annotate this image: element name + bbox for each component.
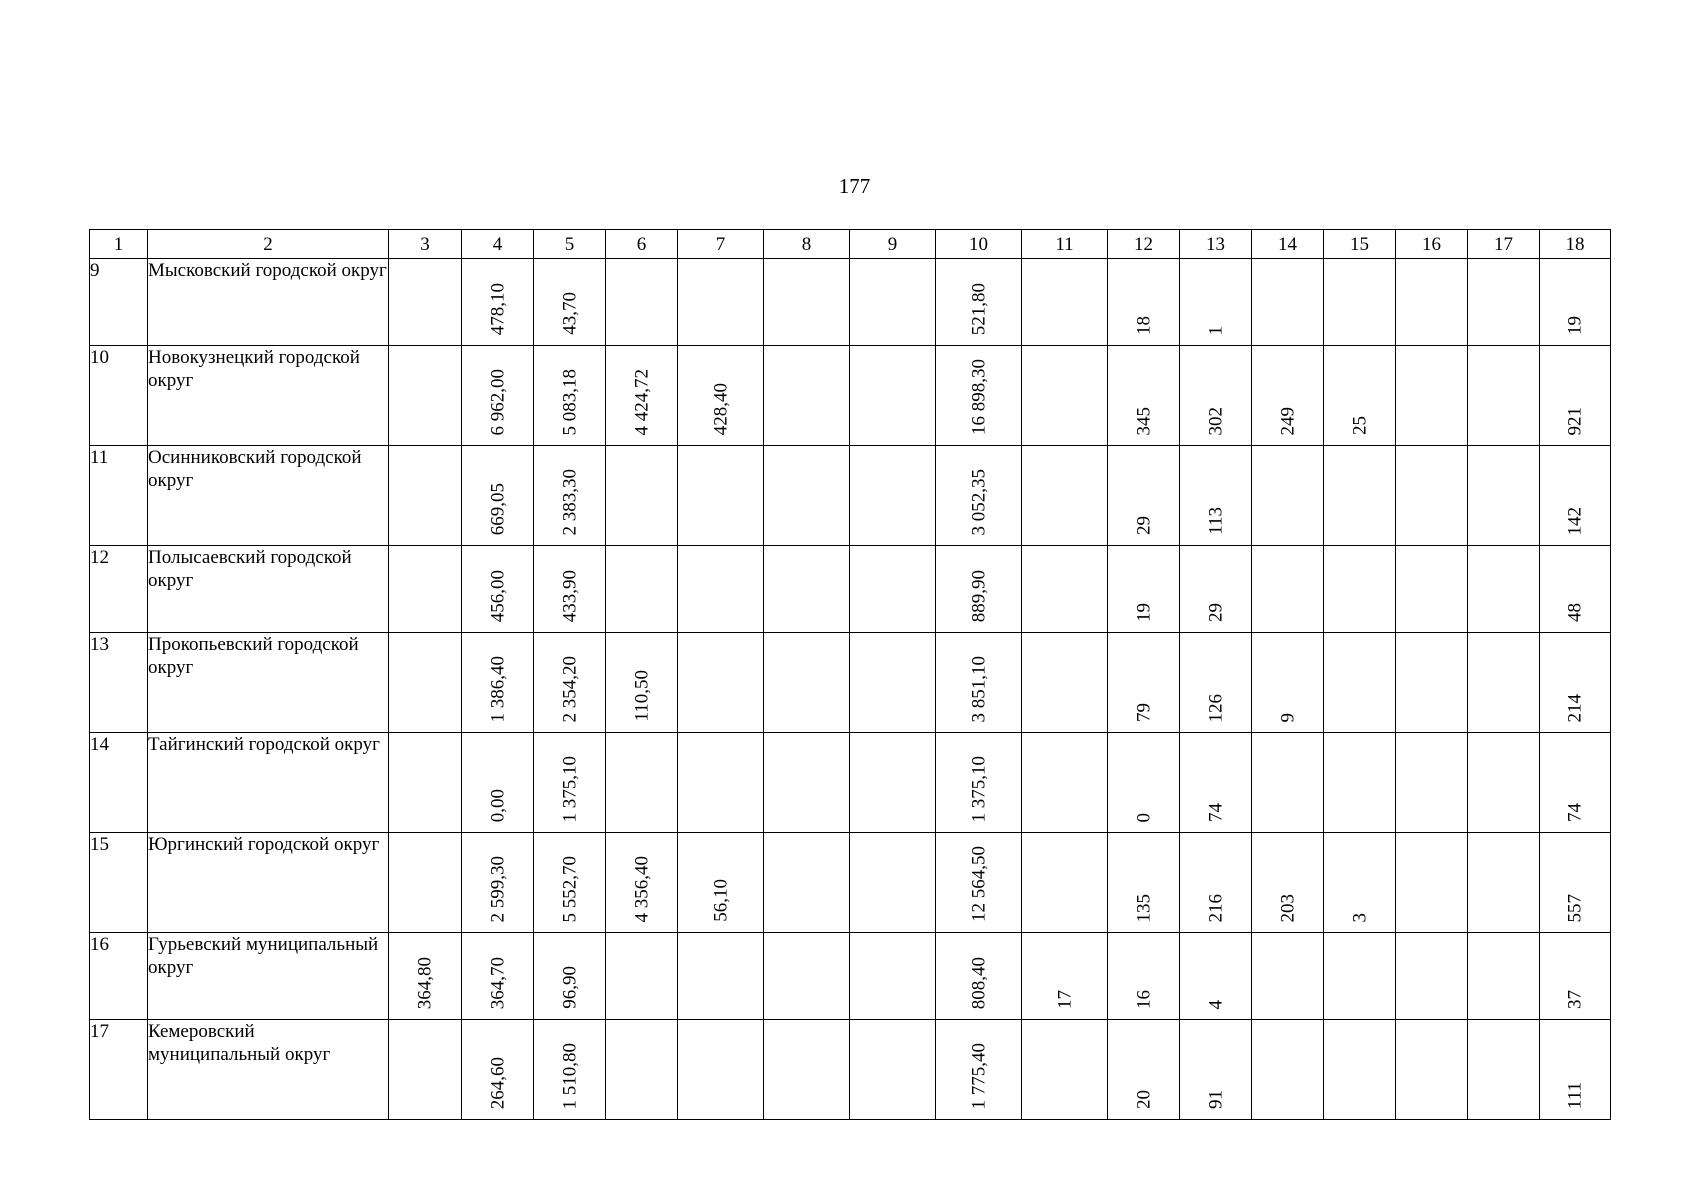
municipality-name: Новокузнецкий городской округ (148, 346, 389, 446)
cell-value: 1 510,80 (559, 1042, 580, 1109)
cell-col-17 (1468, 633, 1540, 733)
table-row (90, 733, 1611, 833)
cell-col-18 (1540, 446, 1611, 546)
cell-col-13 (1180, 933, 1252, 1020)
cell-value: 6 962,00 (487, 368, 508, 435)
cell-col-4 (462, 633, 534, 733)
cell-col-8 (764, 733, 850, 833)
cell-col-17 (1468, 259, 1540, 346)
cell-col-18 (1540, 633, 1611, 733)
cell-value: 111 (1564, 1081, 1586, 1109)
cell-col-9 (850, 833, 936, 933)
cell-value: 557 (1564, 893, 1586, 922)
municipality-name: Прокопьевский городской округ (148, 633, 389, 733)
cell-col-10 (936, 446, 1022, 546)
municipality-name: Осинниковский городской округ (148, 446, 389, 546)
cell-value: 1 775,40 (968, 1042, 989, 1109)
cell-col-17 (1468, 546, 1540, 633)
table-body (90, 259, 1611, 1120)
cell-col-4 (462, 546, 534, 633)
cell-col-16 (1396, 933, 1468, 1020)
cell-col-12 (1108, 733, 1180, 833)
cell-col-4 (462, 346, 534, 446)
cell-col-6 (606, 933, 678, 1020)
cell-value: 433,90 (559, 569, 580, 622)
cell-col-15 (1324, 259, 1396, 346)
cell-col-10 (936, 733, 1022, 833)
cell-col-14 (1252, 346, 1324, 446)
cell-value: 808,40 (968, 956, 989, 1009)
cell-col-11 (1022, 546, 1108, 633)
cell-col-16 (1396, 733, 1468, 833)
cell-col-6 (606, 833, 678, 933)
cell-col-18 (1540, 833, 1611, 933)
cell-value: 521,80 (968, 282, 989, 335)
cell-value: 478,10 (487, 282, 508, 335)
cell-col-12 (1108, 259, 1180, 346)
cell-col-9 (850, 346, 936, 446)
cell-value: 4 424,72 (631, 368, 652, 435)
cell-col-13 (1180, 259, 1252, 346)
cell-col-13 (1180, 833, 1252, 933)
cell-col-17 (1468, 446, 1540, 546)
cell-col-12 (1108, 833, 1180, 933)
cell-col-5 (534, 733, 606, 833)
row-number: 14 (90, 733, 148, 833)
municipality-name: Гурьевский муниципальный округ (148, 933, 389, 1020)
column-header-4: 4 (462, 230, 534, 259)
page-number: 177 (838, 174, 871, 198)
cell-value: 79 (1133, 703, 1154, 722)
cell-col-3 (389, 833, 462, 933)
cell-col-5 (534, 933, 606, 1020)
cell-col-5 (534, 546, 606, 633)
table-row (90, 446, 1611, 546)
cell-col-14 (1252, 733, 1324, 833)
cell-col-18 (1540, 933, 1611, 1020)
cell-col-11 (1022, 833, 1108, 933)
cell-col-10 (936, 633, 1022, 733)
cell-col-10 (936, 546, 1022, 633)
column-header-12: 12 (1108, 230, 1180, 259)
cell-col-13 (1180, 633, 1252, 733)
cell-col-17 (1468, 1020, 1540, 1120)
cell-col-18 (1540, 1020, 1611, 1120)
cell-col-5 (534, 633, 606, 733)
cell-col-8 (764, 346, 850, 446)
cell-col-4 (462, 446, 534, 546)
cell-col-11 (1022, 346, 1108, 446)
cell-value: 1 375,10 (559, 755, 580, 822)
cell-value: 110,50 (631, 670, 652, 722)
data-table (89, 229, 1611, 1120)
cell-col-16 (1396, 546, 1468, 633)
cell-value: 74 (1564, 803, 1586, 822)
cell-col-7 (678, 1020, 764, 1120)
cell-value: 16 898,30 (968, 359, 989, 435)
cell-col-9 (850, 1020, 936, 1120)
cell-value: 43,70 (559, 292, 580, 335)
cell-value: 12 564,50 (968, 846, 989, 922)
column-header-10: 10 (936, 230, 1022, 259)
row-number: 10 (90, 346, 148, 446)
cell-col-7 (678, 546, 764, 633)
cell-value: 135 (1133, 893, 1154, 922)
municipality-name: Полысаевский городской округ (148, 546, 389, 633)
cell-value: 96,90 (559, 966, 580, 1009)
cell-col-3 (389, 546, 462, 633)
cell-value: 74 (1205, 803, 1226, 822)
header-row (90, 230, 1611, 259)
table-row (90, 346, 1611, 446)
cell-col-6 (606, 733, 678, 833)
cell-col-10 (936, 259, 1022, 346)
cell-col-10 (936, 346, 1022, 446)
cell-col-7 (678, 259, 764, 346)
cell-col-8 (764, 833, 850, 933)
cell-value: 1 375,10 (968, 755, 989, 822)
cell-col-13 (1180, 546, 1252, 633)
cell-col-14 (1252, 833, 1324, 933)
cell-value: 364,70 (487, 956, 508, 1009)
cell-col-18 (1540, 733, 1611, 833)
cell-col-12 (1108, 446, 1180, 546)
column-header-16: 16 (1396, 230, 1468, 259)
cell-col-5 (534, 1020, 606, 1120)
column-header-7: 7 (678, 230, 764, 259)
cell-value: 264,60 (487, 1056, 508, 1109)
cell-value: 20 (1133, 1090, 1154, 1109)
cell-col-17 (1468, 346, 1540, 446)
cell-value: 9 (1277, 712, 1298, 722)
cell-col-16 (1396, 346, 1468, 446)
cell-col-5 (534, 446, 606, 546)
row-number: 12 (90, 546, 148, 633)
cell-col-10 (936, 1020, 1022, 1120)
cell-col-3 (389, 933, 462, 1020)
column-header-17: 17 (1468, 230, 1540, 259)
cell-col-14 (1252, 1020, 1324, 1120)
cell-col-17 (1468, 733, 1540, 833)
cell-value: 669,05 (487, 482, 508, 535)
cell-value: 2 354,20 (559, 655, 580, 722)
cell-col-13 (1180, 446, 1252, 546)
cell-col-18 (1540, 346, 1611, 446)
cell-col-13 (1180, 346, 1252, 446)
cell-col-9 (850, 546, 936, 633)
cell-value: 921 (1564, 406, 1586, 435)
cell-col-14 (1252, 546, 1324, 633)
cell-col-9 (850, 633, 936, 733)
cell-value: 16 (1133, 990, 1154, 1009)
cell-col-17 (1468, 933, 1540, 1020)
cell-value: 203 (1277, 893, 1298, 922)
cell-value: 364,80 (414, 956, 436, 1009)
cell-value: 0,00 (487, 788, 508, 822)
table-row (90, 933, 1611, 1020)
cell-value: 216 (1205, 893, 1226, 922)
cell-col-4 (462, 933, 534, 1020)
cell-col-6 (606, 633, 678, 733)
cell-col-6 (606, 446, 678, 546)
cell-value: 5 083,18 (559, 368, 580, 435)
cell-col-17 (1468, 833, 1540, 933)
cell-value: 456,00 (487, 569, 508, 622)
column-header-8: 8 (764, 230, 850, 259)
cell-col-3 (389, 733, 462, 833)
cell-value: 1 (1205, 325, 1226, 335)
cell-value: 126 (1205, 693, 1226, 722)
column-header-5: 5 (534, 230, 606, 259)
cell-value: 3 851,10 (968, 655, 989, 722)
cell-col-5 (534, 259, 606, 346)
column-header-18: 18 (1540, 230, 1611, 259)
table-row (90, 633, 1611, 733)
column-header-11: 11 (1022, 230, 1108, 259)
cell-col-12 (1108, 933, 1180, 1020)
cell-value: 113 (1205, 507, 1226, 535)
municipality-name: Кемеровский муниципальный округ (148, 1020, 389, 1120)
table-row (90, 546, 1611, 633)
cell-col-12 (1108, 1020, 1180, 1120)
cell-col-8 (764, 633, 850, 733)
cell-col-3 (389, 259, 462, 346)
row-number: 11 (90, 446, 148, 546)
cell-col-14 (1252, 633, 1324, 733)
cell-col-8 (764, 546, 850, 633)
cell-col-7 (678, 346, 764, 446)
cell-col-8 (764, 446, 850, 546)
cell-value: 2 599,30 (487, 855, 508, 922)
column-header-6: 6 (606, 230, 678, 259)
cell-value: 91 (1205, 1090, 1226, 1109)
cell-col-10 (936, 833, 1022, 933)
cell-col-8 (764, 259, 850, 346)
cell-value: 4 (1205, 999, 1226, 1009)
cell-col-11 (1022, 446, 1108, 546)
cell-value: 302 (1205, 406, 1226, 435)
cell-col-18 (1540, 546, 1611, 633)
cell-col-11 (1022, 733, 1108, 833)
cell-col-15 (1324, 546, 1396, 633)
cell-value: 0 (1133, 812, 1154, 822)
cell-value: 56,10 (710, 879, 731, 922)
cell-col-15 (1324, 1020, 1396, 1120)
cell-col-7 (678, 733, 764, 833)
cell-value: 249 (1277, 406, 1298, 435)
cell-col-9 (850, 446, 936, 546)
column-header-3: 3 (389, 230, 462, 259)
cell-col-16 (1396, 1020, 1468, 1120)
cell-col-16 (1396, 633, 1468, 733)
cell-col-11 (1022, 1020, 1108, 1120)
cell-value: 17 (1054, 990, 1075, 1009)
cell-col-15 (1324, 733, 1396, 833)
municipality-name: Тайгинский городской округ (148, 733, 389, 833)
cell-col-3 (389, 346, 462, 446)
cell-col-4 (462, 733, 534, 833)
cell-col-7 (678, 446, 764, 546)
row-number: 17 (90, 1020, 148, 1120)
cell-col-4 (462, 1020, 534, 1120)
row-number: 16 (90, 933, 148, 1020)
cell-col-11 (1022, 259, 1108, 346)
cell-col-16 (1396, 446, 1468, 546)
cell-value: 889,90 (968, 569, 989, 622)
cell-col-16 (1396, 833, 1468, 933)
cell-value: 5 552,70 (559, 855, 580, 922)
cell-value: 48 (1564, 603, 1586, 622)
cell-value: 142 (1564, 506, 1586, 535)
cell-col-6 (606, 259, 678, 346)
cell-col-10 (936, 933, 1022, 1020)
cell-col-14 (1252, 933, 1324, 1020)
cell-col-15 (1324, 346, 1396, 446)
cell-col-15 (1324, 446, 1396, 546)
table-row (90, 833, 1611, 933)
cell-value: 345 (1133, 406, 1154, 435)
municipality-name: Юргинский городской округ (148, 833, 389, 933)
cell-col-5 (534, 833, 606, 933)
cell-col-13 (1180, 733, 1252, 833)
cell-value: 18 (1133, 316, 1154, 335)
cell-col-3 (389, 633, 462, 733)
column-header-13: 13 (1180, 230, 1252, 259)
row-number: 13 (90, 633, 148, 733)
column-header-2: 2 (148, 230, 389, 259)
cell-value: 25 (1349, 416, 1370, 435)
table-header (90, 230, 1611, 259)
cell-col-8 (764, 933, 850, 1020)
cell-value: 29 (1205, 603, 1226, 622)
column-header-14: 14 (1252, 230, 1324, 259)
cell-value: 214 (1564, 693, 1586, 722)
cell-col-14 (1252, 446, 1324, 546)
cell-col-11 (1022, 933, 1108, 1020)
cell-col-6 (606, 346, 678, 446)
row-number: 9 (90, 259, 148, 346)
table-row (90, 1020, 1611, 1120)
cell-col-3 (389, 1020, 462, 1120)
cell-value: 37 (1564, 990, 1586, 1009)
cell-col-15 (1324, 633, 1396, 733)
cell-col-9 (850, 933, 936, 1020)
cell-col-9 (850, 733, 936, 833)
cell-value: 2 383,30 (559, 468, 580, 535)
cell-value: 3 052,35 (968, 468, 989, 535)
cell-col-7 (678, 933, 764, 1020)
cell-value: 29 (1133, 516, 1154, 535)
cell-col-12 (1108, 346, 1180, 446)
cell-col-12 (1108, 546, 1180, 633)
cell-col-9 (850, 259, 936, 346)
cell-col-7 (678, 833, 764, 933)
cell-col-14 (1252, 259, 1324, 346)
municipality-name: Мысковский городской округ (148, 259, 389, 346)
cell-col-15 (1324, 833, 1396, 933)
cell-col-12 (1108, 633, 1180, 733)
cell-col-6 (606, 1020, 678, 1120)
cell-value: 19 (1564, 316, 1586, 335)
row-number: 15 (90, 833, 148, 933)
cell-col-13 (1180, 1020, 1252, 1120)
column-header-9: 9 (850, 230, 936, 259)
cell-value: 1 386,40 (487, 655, 508, 722)
cell-col-15 (1324, 933, 1396, 1020)
cell-col-3 (389, 446, 462, 546)
cell-col-7 (678, 633, 764, 733)
cell-col-11 (1022, 633, 1108, 733)
cell-col-4 (462, 833, 534, 933)
cell-col-6 (606, 546, 678, 633)
cell-col-18 (1540, 259, 1611, 346)
table-row (90, 259, 1611, 346)
cell-value: 19 (1133, 603, 1154, 622)
cell-col-5 (534, 346, 606, 446)
column-header-1: 1 (90, 230, 148, 259)
cell-col-4 (462, 259, 534, 346)
cell-value: 4 356,40 (631, 855, 652, 922)
cell-col-16 (1396, 259, 1468, 346)
cell-value: 3 (1349, 912, 1370, 922)
column-header-15: 15 (1324, 230, 1396, 259)
cell-value: 428,40 (710, 382, 731, 435)
cell-col-8 (764, 1020, 850, 1120)
